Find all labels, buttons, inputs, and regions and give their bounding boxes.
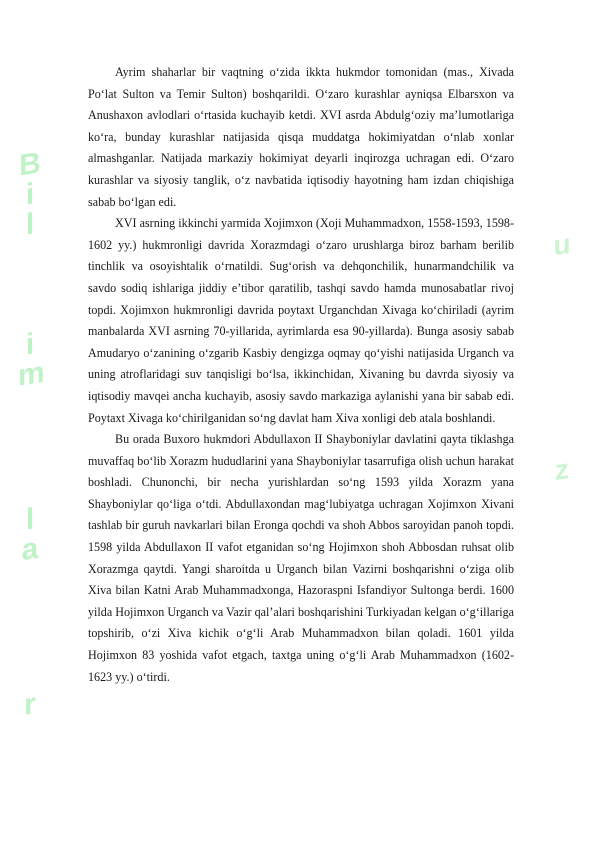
- watermark-left-3: l a: [21, 502, 39, 568]
- watermark-left-4: r: [24, 687, 36, 722]
- paragraph-3: Bu orada Buxoro hukmdori Abdullaxon II Shayboniylar davlatini qayta tiklashga muvaffaq bo‘lib Xorazm hududlarini yana Shayboniylar tasarrufiga olish uchun harakat boshladi. Chunonchi, bir necha yurishlardan so‘ng 1593 yilda Xorazm yana Shayboniylar qo‘liga o‘tdi. Abdullaxondan mag‘lubiyatga uchragan Xojimxon Xivani tashlab bir guruh navkarlari bilan Eronga qochdi va shoh Abbos saroyidan panoh topdi. 1598 yilda Abdullaxon II vafot etganidan so‘ng Hojimxon shoh Abbosdan ruhsat olib Xorazmga qaytdi. Yangi sharoitda u Urganch bilan Vazirni boshqarishni o‘ziga olib Xiva bilan Katni Arab Muhammadxonga, Hazoraspni Isfandiyor Sultonga berdi. 1600 yilda Hojimxon Urganch va Vazir qal’alari boshqarishini Turkiyadan kelgan o‘g‘illariga topshirib, o‘zi Xiva kichik o‘g‘li Arab Muhammadxon bilan qoladi. 1601 yilda Hojimxon 83 yoshida vafot etgach, taxtga uning o‘g‘li Arab Muhammadxon (1602-1623 yy.) o‘tirdi.: [88, 432, 514, 684]
- watermark-left-2: i m: [18, 327, 45, 393]
- watermark-right-2: z: [555, 453, 569, 486]
- paragraph-2: XVI asrning ikkinchi yarmida Xojimxon (Xoji Muhammadxon, 1558-1593, 1598-1602 yy.) hukmronligi davrida Xorazmdagi o‘zaro urushlarga biroz barham berilib tinchlik va osoyishtalik o‘rnatildi. Sug‘orish va dehqonchilik, hunarmandchilik va savdo sodiq ishlariga jiddiy e’tibor qaratilib, tashqi savdo hamda munosabatlar rivoj topdi. Xojimxon hukmronligi davrida poytaxt Urganchdan Xivaga ko‘chiriladi (ayrim manbalarda XVI asrning 70-yillarida, ayrimlarda esa 90-yillarda). Bunga asosiy sabab Amudaryo o‘zanining o‘zgarib Kasbiy dengizga oqmay qo‘yishi natijasida Urganch va uning atroflaridagi suv tanqisligi bo‘lsa, ikkinchidan, Xivaning bu davrda siyosiy va iqtisodiy mavqei ancha kuchayib, asosiy savdo markaziga aylanishi yana bir sabab edi. Poytaxt Xivaga ko‘chirilganidan so‘ng davlat ham Xiva xonligi deb atala boshlandi.: [88, 216, 514, 425]
- paragraph-1: Ayrim shaharlar bir vaqtning o‘zida ikkta hukmdor tomonidan (mas., Xivada Po‘lat Sulton va Temir Sulton) boshqarildi. O‘zaro kurashlar ayniqsa Elbarsxon va Anushaxon avlodlari o‘rtasida kuchayib ketdi. XVI asrda Abdulg‘oziy ma’lumotlariga ko‘ra, bunday kurashlar natijasida qisqa muddatga hokimiyatdan o‘nlab xonlar almashganlar. Natijada markaziy hokimiyat deyarli inqirozga uchragan edi. O‘zaro kurashlar va siyosiy tanglik, o‘z navbatida iqtisodiy hayotning ham izdan chiqishiga sabab bo‘lgan edi.: [88, 65, 514, 209]
- watermark-left-1: B i l: [19, 146, 41, 242]
- watermark-right-1: u: [553, 227, 571, 262]
- document-body: [88, 62, 514, 688]
